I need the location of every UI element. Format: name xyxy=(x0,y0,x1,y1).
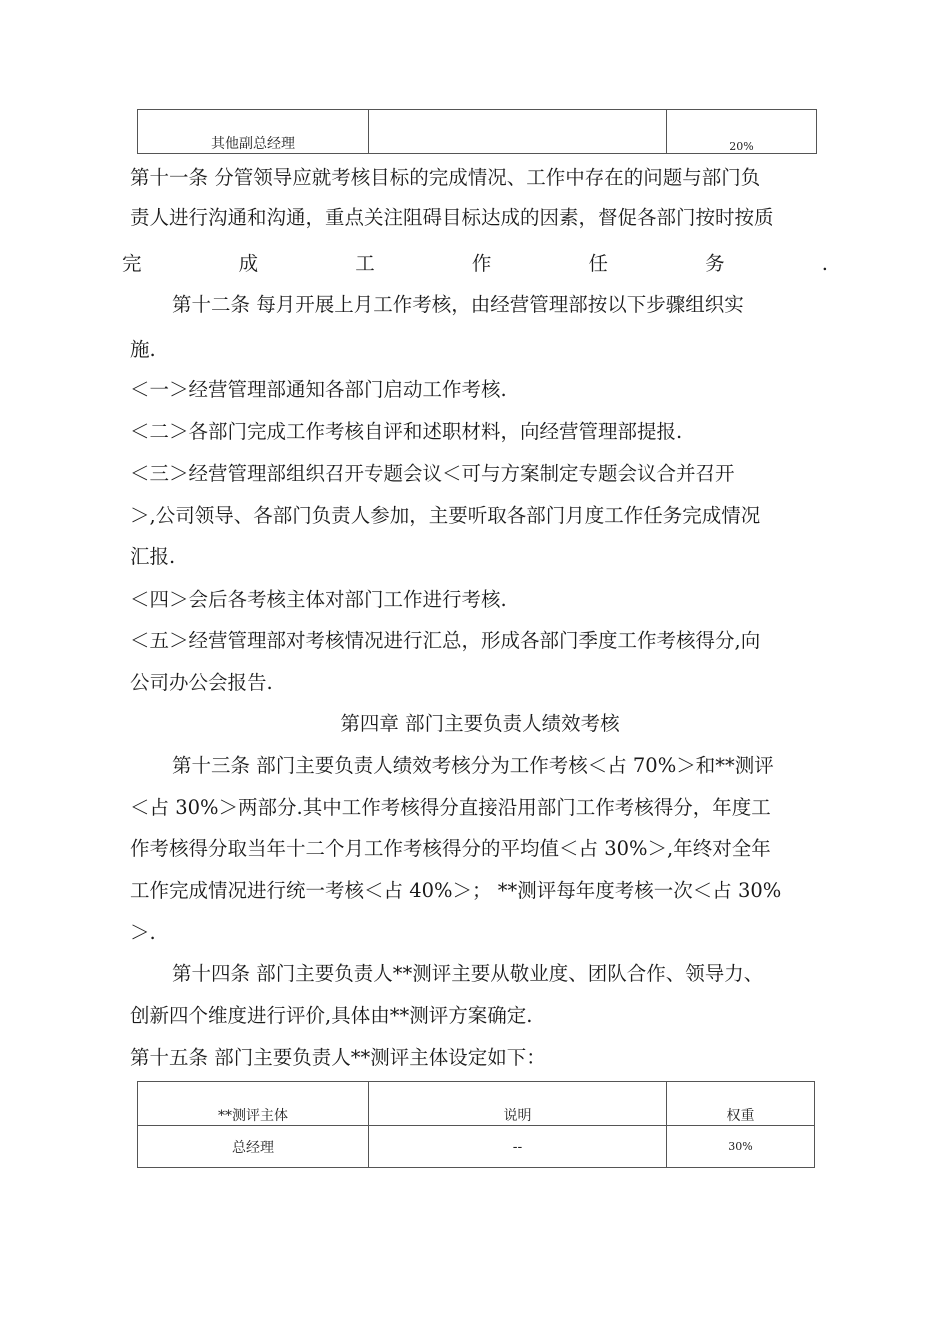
article-13-line-2: ＜占 30%＞两部分.其中工作考核得分直接沿用部门工作考核得分，年度工 xyxy=(130,796,771,819)
table-cell-weight: 20% xyxy=(667,110,817,154)
step-4: ＜四＞会后各考核主体对部门工作进行考核. xyxy=(130,588,507,611)
step-3-line-1: ＜三＞经营管理部组织召开专题会议＜可与方案制定专题会议合并召开 xyxy=(130,462,735,485)
chapter-4-title: 第四章 部门主要负责人绩效考核 xyxy=(340,712,620,735)
article-13-line-3: 作考核得分取当年十二个月工作考核得分的平均值＜占 30%＞,年终对全年 xyxy=(130,837,771,860)
justified-char: 工 xyxy=(355,252,375,275)
article-15: 第十五条 部门主要负责人**测评主体设定如下： xyxy=(130,1046,546,1069)
evaluation-subject-table-continued xyxy=(137,109,817,154)
article-13-line-5: ＞. xyxy=(130,921,156,944)
step-5-line-1: ＜五＞经营管理部对考核情况进行汇总，形成各部门季度工作考核得分,向 xyxy=(130,629,761,652)
table-header-subject: **测评主体 xyxy=(138,1082,369,1126)
justified-char: 任 xyxy=(588,252,609,275)
table-cell-description: -- xyxy=(369,1126,667,1168)
table-cell-subject: 总经理 xyxy=(138,1126,369,1168)
article-11-line-1: 第十一条 分管领导应就考核目标的完成情况、工作中存在的问题与部门负 xyxy=(130,166,761,189)
article-13-line-4: 工作完成情况进行统一考核＜占 40%＞； **测评每年度考核一次＜占 30% xyxy=(130,879,782,902)
article-14-line-2: 创新四个维度进行评价,具体由**测评方案确定. xyxy=(130,1004,533,1027)
article-12-line-2: 施. xyxy=(130,338,156,361)
table-header-row xyxy=(138,1082,815,1126)
justified-char: 成 xyxy=(238,252,259,275)
evaluation-subject-table xyxy=(137,1081,815,1168)
article-14-line-1: 第十四条 部门主要负责人**测评主要从敬业度、团队合作、领导力、 xyxy=(172,962,764,985)
justified-char: 作 xyxy=(471,252,492,275)
table-row xyxy=(138,110,817,154)
justified-char: 务 xyxy=(705,252,725,275)
step-3-line-3: 汇报. xyxy=(130,545,176,568)
table-row xyxy=(138,1126,815,1168)
step-5-line-2: 公司办公会报告. xyxy=(130,671,273,694)
article-12-line-1: 第十二条 每月开展上月工作考核，由经营管理部按以下步骤组织实 xyxy=(172,293,744,316)
table-cell-description xyxy=(369,110,667,154)
article-13-line-1: 第十三条 部门主要负责人绩效考核分为工作考核＜占 70%＞和**测评 xyxy=(172,754,774,777)
table-header-weight: 权重 xyxy=(667,1082,815,1126)
table-header-description: 说明 xyxy=(369,1082,667,1126)
table-cell-weight: 30% xyxy=(667,1126,815,1168)
article-11-line-2: 责人进行沟通和沟通，重点关注阻碍目标达成的因素，督促各部门按时按质 xyxy=(130,206,774,229)
justified-char: 完 xyxy=(122,252,142,275)
step-3-line-2: ＞,公司领导、各部门负责人参加，主要听取各部门月度工作任务完成情况 xyxy=(130,504,761,527)
step-1: ＜一＞经营管理部通知各部门启动工作考核. xyxy=(130,378,507,401)
step-2: ＜二＞各部门完成工作考核自评和述职材料，向经营管理部提报. xyxy=(130,420,683,443)
justified-char: . xyxy=(821,252,828,275)
table-cell-subject: 其他副总经理 xyxy=(138,110,369,154)
article-11-line-3 xyxy=(122,244,828,284)
